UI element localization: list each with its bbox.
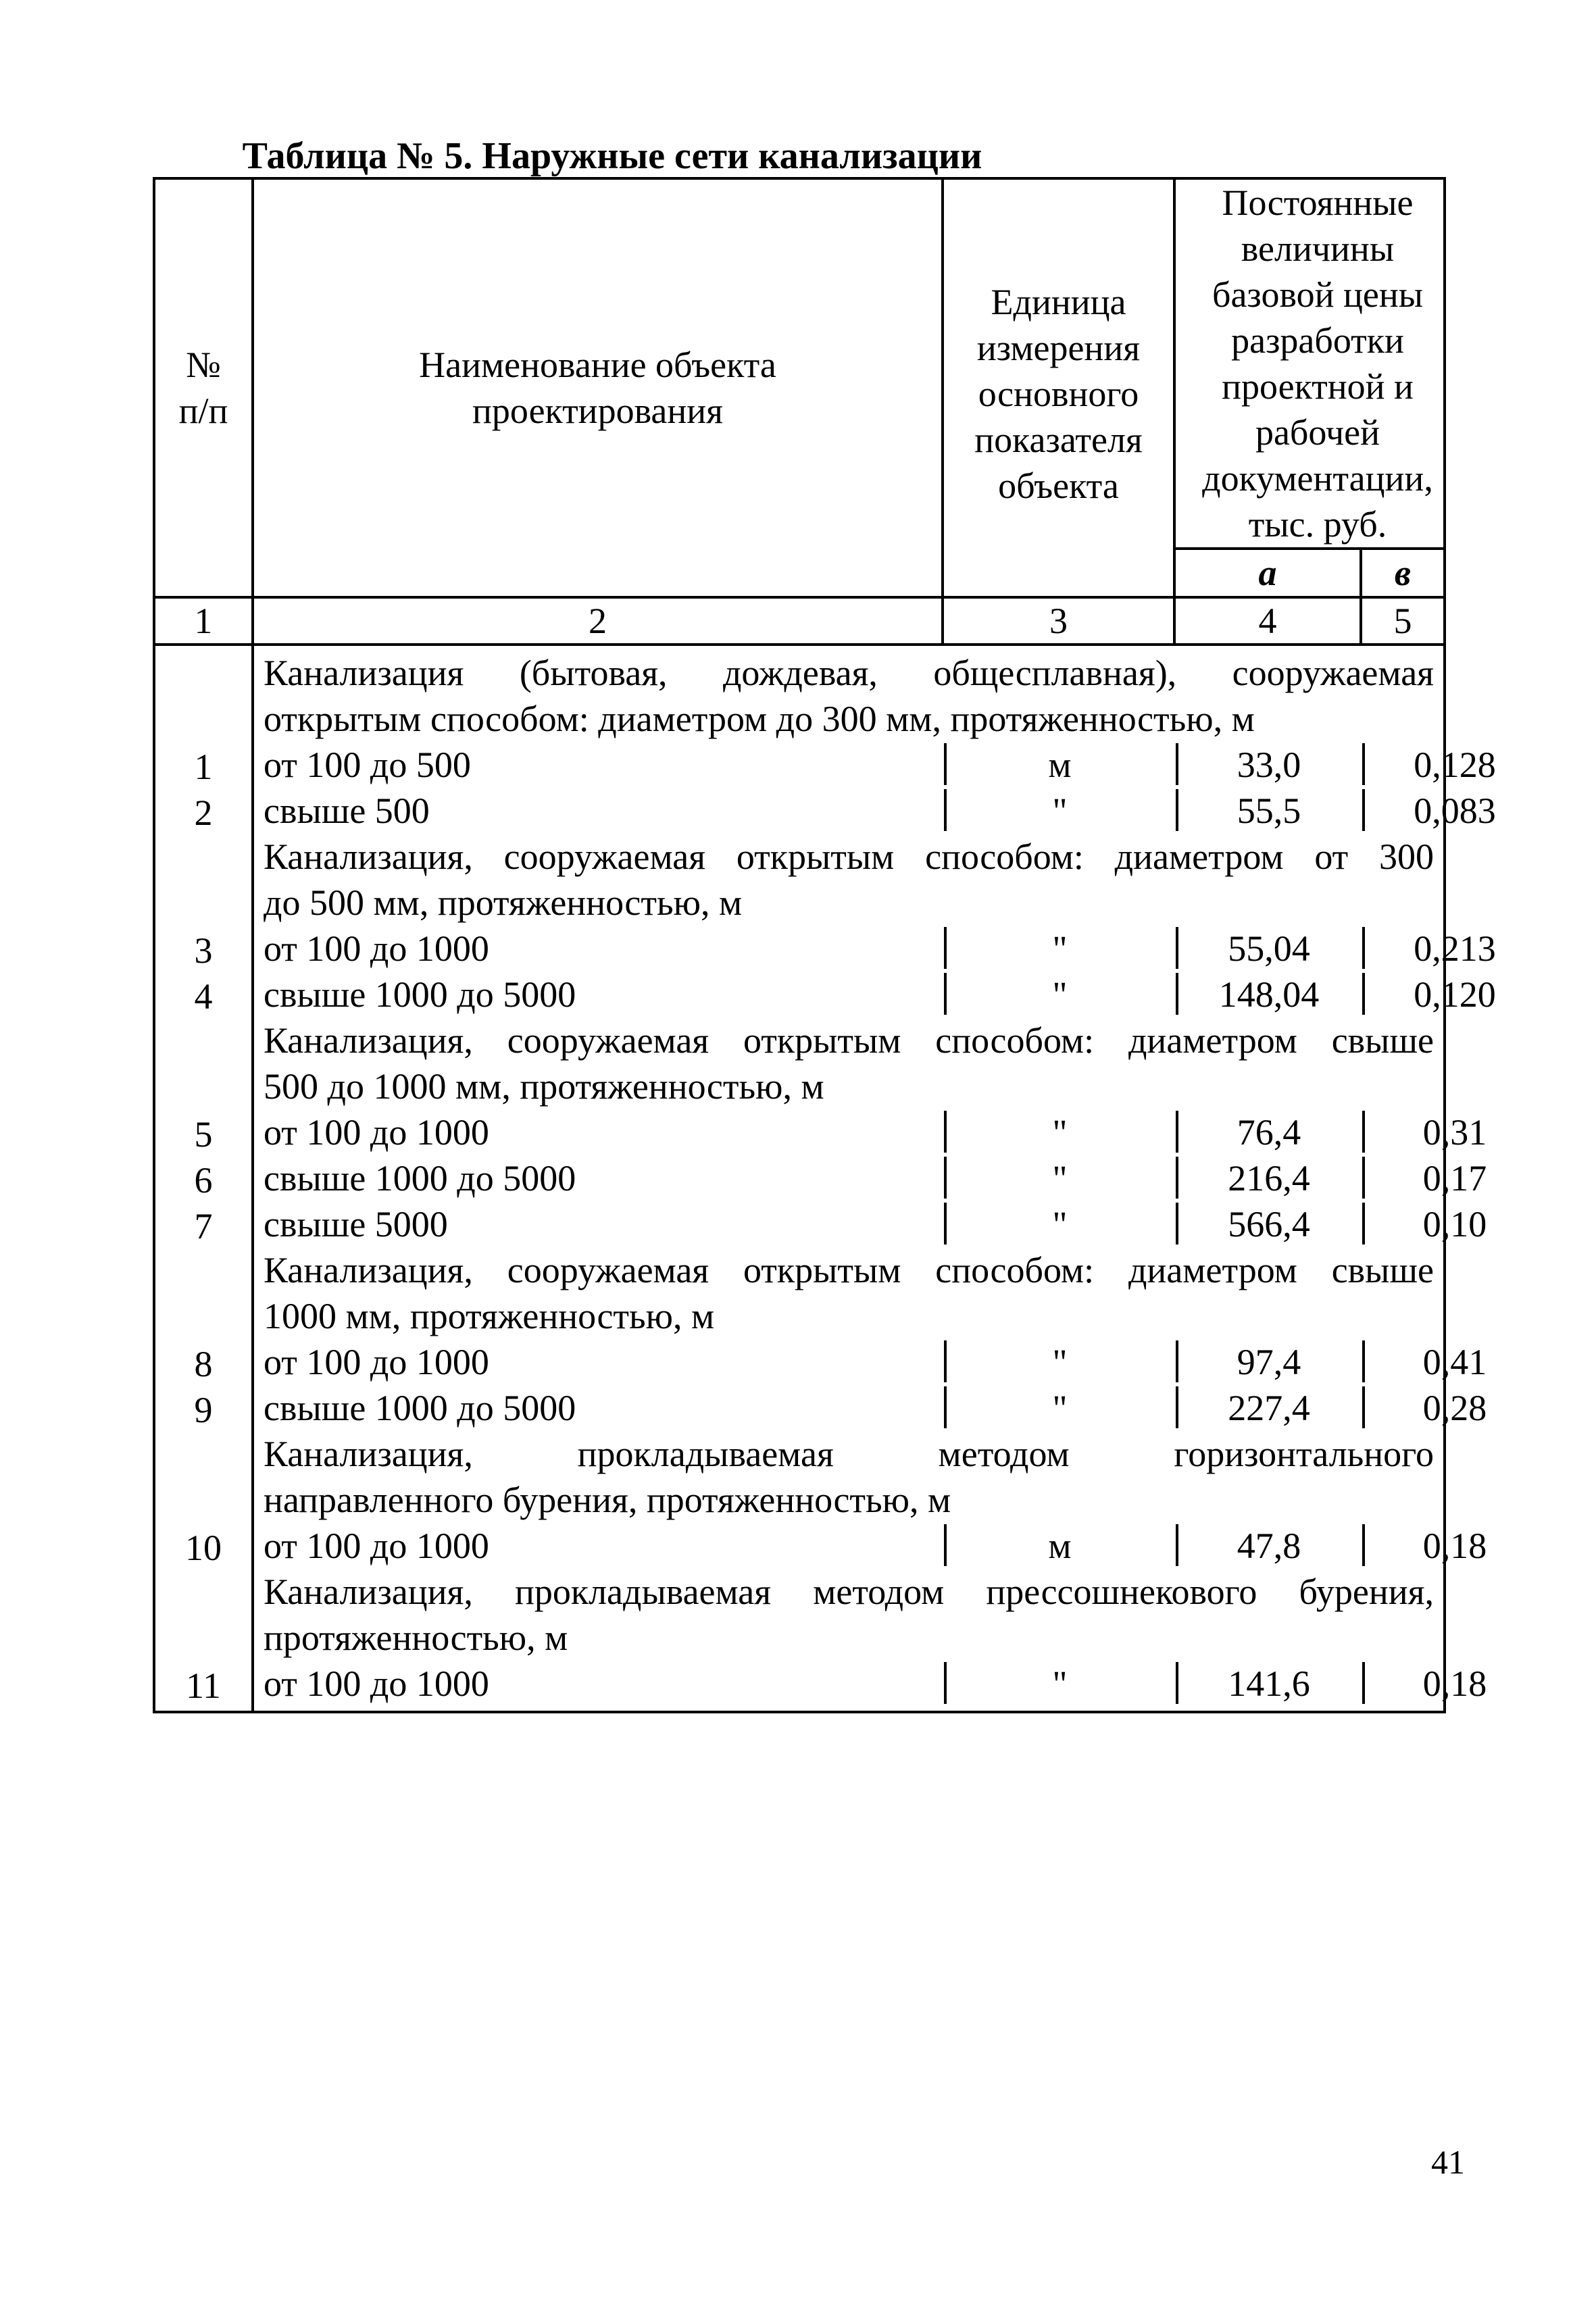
object-name: свыше 1000 до 5000	[264, 974, 576, 1015]
object-name: свыше 1000 до 5000	[264, 1388, 576, 1428]
unit: "	[1052, 1158, 1068, 1199]
column-separator	[1362, 1203, 1365, 1244]
row-number-spacer	[155, 1020, 251, 1065]
value-a: 55,5	[1237, 790, 1301, 831]
row-number-spacer	[155, 882, 251, 928]
header-unit-label: Единица измерения основного показателя объекта	[974, 282, 1143, 506]
column-separator	[944, 1340, 947, 1382]
object-name: от 100 до 1000	[264, 1526, 489, 1566]
table-title: Таблица № 5. Наружные сети канализации	[242, 135, 982, 177]
object-name: свыше 500	[264, 790, 430, 831]
header-constants	[1174, 178, 1445, 549]
table-body-row	[154, 645, 1445, 1712]
column-separator	[1176, 1157, 1178, 1199]
column-separator	[1176, 927, 1178, 969]
group-title-line: Канализация, прокладываемая методом горизонтального	[264, 1434, 1434, 1474]
row-number-spacer	[155, 836, 251, 882]
value-b: 0,083	[1414, 790, 1496, 831]
column-separator	[1362, 1111, 1365, 1153]
unit: м	[1048, 1526, 1072, 1566]
column-separator	[944, 1386, 947, 1428]
value-b: 0,120	[1414, 974, 1496, 1015]
column-separator	[1176, 1111, 1178, 1153]
header-object-name-label: Наименование объекта проектирования	[419, 345, 776, 431]
value-b: 0,17	[1422, 1158, 1487, 1199]
column-separator	[1176, 1662, 1178, 1704]
group-title-line: 500 до 1000 мм, протяженностью, м	[264, 1066, 824, 1107]
column-separator	[1362, 1386, 1365, 1428]
row-number-spacer	[155, 652, 251, 698]
column-separator	[944, 743, 947, 785]
unit: "	[1052, 974, 1068, 1015]
column-separator	[1362, 789, 1365, 831]
value-b: 0,18	[1422, 1526, 1487, 1566]
column-separator	[944, 789, 947, 831]
group-title-line: Канализация, сооружаемая открытым способом: диаметром свыше	[264, 1020, 1434, 1061]
table-row	[254, 742, 1496, 788]
value-a: 148,04	[1218, 974, 1320, 1015]
object-name: свыше 1000 до 5000	[264, 1158, 576, 1199]
column-separator	[1176, 973, 1178, 1015]
value-a: 566,4	[1228, 1204, 1310, 1244]
row-number: 1	[194, 747, 213, 787]
value-a: 141,6	[1228, 1663, 1310, 1704]
value-a: 33,0	[1237, 745, 1301, 785]
value-a: 76,4	[1237, 1112, 1301, 1153]
group-title-line: Канализация (бытовая, дождевая, общесплавная), сооружаемая	[264, 653, 1434, 693]
column-separator	[1362, 1340, 1365, 1382]
row-number-spacer	[155, 1571, 251, 1617]
group-title-line: открытым способом: диаметром до 300 мм, протяженностью, м	[264, 699, 1255, 739]
object-name: от 100 до 1000	[264, 928, 489, 969]
header-number-label: № п/п	[178, 345, 228, 431]
table-header-row	[154, 178, 1445, 549]
unit: "	[1052, 1204, 1068, 1244]
column-separator	[944, 1111, 947, 1153]
table-row	[254, 1385, 1487, 1431]
group-title-line: Канализация, прокладываемая методом прессошнекового бурения,	[264, 1571, 1434, 1612]
column-separator	[944, 927, 947, 969]
table-row	[254, 1201, 1487, 1247]
row-number: 8	[194, 1344, 213, 1384]
column-separator	[944, 973, 947, 1015]
row-number: 11	[186, 1665, 221, 1706]
column-separator	[1176, 1340, 1178, 1382]
unit: "	[1052, 1663, 1068, 1704]
column-number-2: 2	[253, 597, 943, 645]
column-number-1: 1	[154, 597, 253, 645]
column-separator	[1362, 927, 1365, 969]
unit: "	[1052, 1342, 1068, 1382]
row-number: 2	[194, 793, 213, 833]
row-number: 5	[194, 1114, 213, 1155]
row-content-column	[253, 645, 1496, 1712]
row-number: 9	[194, 1390, 213, 1430]
unit: "	[1052, 1112, 1068, 1153]
column-separator	[944, 1157, 947, 1199]
row-number-spacer	[155, 1433, 251, 1479]
row-number-spacer	[155, 1065, 251, 1111]
column-separator	[1176, 1203, 1178, 1244]
group-title-line: Канализация, сооружаемая открытым способом: диаметром от 300	[264, 836, 1434, 877]
column-separator	[944, 1662, 947, 1704]
table-row	[254, 1155, 1487, 1201]
row-number-spacer	[155, 1249, 251, 1295]
header-unit	[943, 178, 1174, 597]
column-numbers-row	[154, 597, 1445, 645]
object-name: от 100 до 1000	[264, 1112, 489, 1153]
column-number-3: 3	[943, 597, 1174, 645]
row-number-spacer	[155, 1295, 251, 1341]
unit: м	[1048, 745, 1072, 785]
table-row	[254, 1339, 1487, 1385]
column-number-5: 5	[1361, 597, 1445, 645]
row-number: 7	[194, 1206, 213, 1247]
table-row	[254, 1109, 1487, 1155]
row-number-spacer	[155, 1617, 251, 1663]
group-title-line: до 500 мм, протяженностью, м	[264, 882, 743, 923]
row-number: 6	[194, 1160, 213, 1201]
column-separator	[1362, 743, 1365, 785]
table-row	[254, 972, 1496, 1017]
group-title-line: Канализация, сооружаемая открытым способом: диаметром свыше	[264, 1250, 1434, 1290]
column-separator	[944, 1524, 947, 1566]
column-separator	[1362, 1662, 1365, 1704]
value-b: 0,18	[1422, 1663, 1487, 1704]
object-name: от 100 до 500	[264, 745, 471, 785]
column-separator	[944, 1203, 947, 1244]
table-row	[254, 1523, 1487, 1569]
object-name: от 100 до 1000	[264, 1663, 489, 1704]
row-number-spacer	[155, 1479, 251, 1525]
unit: "	[1052, 1388, 1068, 1428]
row-number: 10	[185, 1528, 222, 1568]
value-b: 0,213	[1414, 928, 1496, 969]
column-separator	[1176, 1386, 1178, 1428]
row-number: 4	[194, 976, 213, 1017]
group-title-line: направленного бурения, протяженностью, м	[264, 1480, 951, 1520]
table-row	[254, 788, 1496, 834]
value-b: 0,128	[1414, 745, 1496, 785]
value-a: 216,4	[1228, 1158, 1310, 1199]
column-separator	[1362, 973, 1365, 1015]
header-col-a: а	[1174, 549, 1361, 597]
value-a: 47,8	[1237, 1526, 1301, 1566]
header-object-name	[253, 178, 943, 597]
header-constants-label: Постоянные величины базовой цены разработки проектной и рабочей документации, тыс. руб.	[1202, 182, 1433, 545]
column-separator	[1176, 743, 1178, 785]
value-a: 97,4	[1237, 1342, 1301, 1382]
value-b: 0,41	[1422, 1342, 1487, 1382]
row-number: 3	[194, 930, 213, 971]
value-b: 0,31	[1422, 1112, 1487, 1153]
value-a: 227,4	[1228, 1388, 1310, 1428]
object-name: от 100 до 1000	[264, 1342, 489, 1382]
value-b: 0,10	[1422, 1204, 1487, 1244]
header-number	[154, 178, 253, 597]
group-title-line: протяженностью, м	[264, 1617, 568, 1658]
column-separator	[1176, 1524, 1178, 1566]
column-number-4: 4	[1174, 597, 1361, 645]
group-title-line: 1000 мм, протяженностью, м	[264, 1296, 715, 1336]
column-separator	[1176, 789, 1178, 831]
value-b: 0,28	[1422, 1388, 1487, 1428]
column-separator	[1362, 1524, 1365, 1566]
sewer-networks-table	[153, 177, 1496, 1713]
unit: "	[1052, 790, 1068, 831]
column-separator	[1362, 1157, 1365, 1199]
row-number-column	[154, 645, 253, 1712]
page-number: 41	[1431, 2143, 1465, 2181]
table-row	[254, 1661, 1487, 1707]
object-name: свыше 5000	[264, 1204, 448, 1244]
table-row	[254, 926, 1496, 972]
unit: "	[1052, 928, 1068, 969]
header-col-b: в	[1361, 549, 1445, 597]
row-number-spacer	[155, 698, 251, 744]
value-a: 55,04	[1228, 928, 1310, 969]
